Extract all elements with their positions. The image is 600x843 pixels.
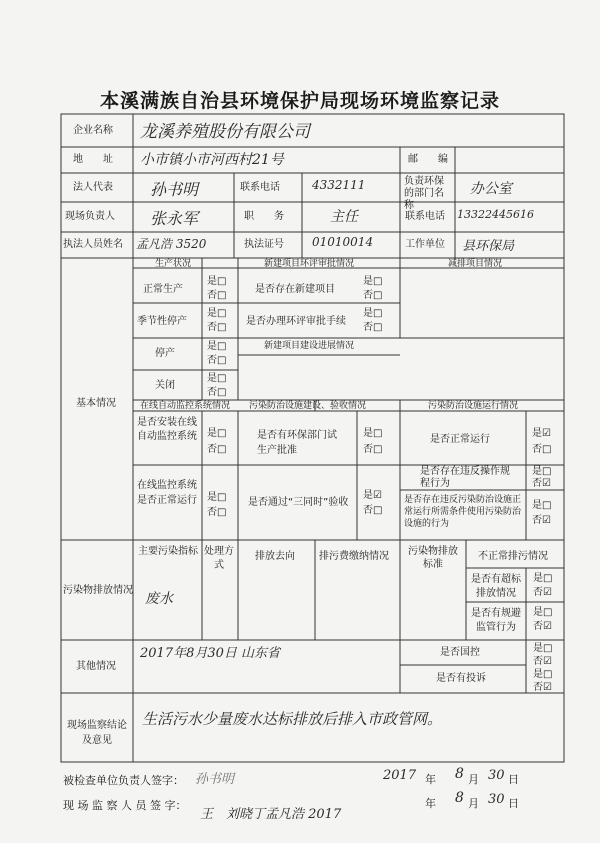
page-title: 本溪满族自治县环境保护局现场环境监察记录 [99,90,500,112]
check-exceed-no[interactable]: 否☑ [533,587,552,598]
value-phone: 4332111 [312,178,366,192]
label-phone: 联系电话 [240,182,280,193]
label-new-project-approval: 新建项目环评审批情况 [264,259,355,269]
check-conditions-yes[interactable]: 是□ [532,500,552,511]
label-online-installed: 是否安装在线自动监控系统 [137,417,197,442]
check-state-yes[interactable]: 是□ [533,643,553,654]
check-normal-no[interactable]: 否□ [207,290,227,301]
label-pollutant-discharge: 污染物排放情况 [63,585,133,596]
check-normal-yes[interactable]: 是□ [207,276,227,287]
check-seasonal-yes[interactable]: 是□ [207,308,227,319]
value-position: 主任 [330,209,358,225]
label-postcode: 邮 编 [408,154,448,165]
label-normal-running: 是否正常运行 [430,434,490,445]
label-other: 其他情况 [76,661,116,672]
sign-month-1: 8 [455,766,464,782]
label-complaints: 是否有投诉 [436,673,486,684]
check-seasonal-no[interactable]: 否□ [207,322,227,333]
label-phone2: 联系电话 [405,211,445,222]
label-violation: 是否存在违反操作规程行为 [420,466,510,489]
label-basic-info: 基本情况 [76,398,116,409]
check-online-installed-yes[interactable]: 是□ [207,428,227,439]
label-violation-conditions: 是否存在违反污染防治设施正常运行所需条件使用污染防治设施的行为 [404,495,522,529]
label-normal-production: 正常生产 [143,284,183,295]
value-phone2: 13322445616 [457,208,534,221]
label-production-status: 生产状况 [155,259,192,269]
check-trial-yes[interactable]: 是□ [363,428,383,439]
check-conditions-no[interactable]: 否☑ [532,515,551,526]
label-state-controlled: 是否国控 [440,647,480,658]
check-online-normal-no[interactable]: 否□ [207,507,227,518]
label-inspector: 执法人员姓名 [63,239,123,250]
label-pollution-facility-build: 污染防治设施建设、验收情况 [249,401,367,411]
label-onsite-person: 现场负责人 [65,211,115,222]
check-trial-no[interactable]: 否□ [363,444,383,455]
check-evade-no[interactable]: 否☑ [533,621,552,632]
value-cert-no: 01010014 [312,235,374,249]
label-treatment-method: 处理方式 [204,546,234,571]
check-state-no[interactable]: 否☑ [533,656,552,667]
sign-day-1: 30 [488,768,505,783]
label-month-2: 月 [468,797,479,810]
check-online-installed-no[interactable]: 否□ [207,444,227,455]
value-conclusion: 生活污水少量废水达标排放后排入市政管网。 [142,710,443,728]
label-stopped: 停产 [155,348,175,359]
label-pollution-facility-run: 污染防治设施运行情况 [428,401,519,411]
check-three-yes[interactable]: 是☑ [363,490,382,501]
value-onsite-person: 张永军 [150,209,199,228]
label-seasonal-stop: 季节性停产 [137,316,187,327]
value-main-indicators: 废水 [145,591,173,607]
label-address: 地 址 [73,154,113,165]
label-sign-inspector: 现 场 监 察 人 员 签 字： [63,799,187,812]
label-closed: 关闭 [155,380,175,391]
check-violation-yes[interactable]: 是□ [532,466,552,477]
check-violation-no[interactable]: 否☑ [532,478,551,489]
sign-month-2: 8 [455,790,464,806]
value-env-dept: 办公室 [470,181,512,197]
check-evade-yes[interactable]: 是□ [533,607,553,618]
sign-year-1: 2017 [383,768,417,783]
check-complaints-yes[interactable]: 是□ [533,669,553,680]
check-stopped-no[interactable]: 否□ [207,355,227,366]
label-evade-supervision: 是否有规避监管行为 [471,608,521,633]
check-running-yes[interactable]: 是☑ [532,428,551,439]
check-running-no[interactable]: 否□ [532,444,552,455]
check-closed-yes[interactable]: 是□ [207,373,227,384]
value-other: 2017年8月30日 山东省 [140,646,281,661]
label-cert-no: 执法证号 [244,239,284,250]
value-company-name: 龙溪养殖股份有限公司 [140,122,310,142]
label-position: 职 务 [244,211,284,222]
label-discharge-standard: 污染物排放标准 [408,546,458,570]
check-closed-no[interactable]: 否□ [207,387,227,398]
label-year-2: 年 [425,797,436,810]
check-complaints-no[interactable]: 否☑ [533,682,552,693]
label-eia-procedure: 是否办理环评审批手续 [246,316,346,327]
label-abnormal-discharge: 不正常排污情况 [478,551,548,562]
label-day-1: 日 [508,773,519,786]
label-online-monitoring: 在线自动监控系统情况 [140,401,231,411]
label-is-new-project: 是否存在新建项目 [255,284,335,295]
check-eia-no[interactable]: 否□ [363,322,383,333]
sign-day-2: 30 [488,792,505,807]
value-inspector: 孟凡浩 3520 [136,237,207,251]
signature-inspector: 王 刘晓丁孟凡浩 2017 [200,807,342,822]
label-fee-payment: 排污费缴纳情况 [319,551,389,562]
check-new-project-no[interactable]: 否□ [363,290,383,301]
label-day-2: 日 [508,797,519,810]
label-year-1: 年 [425,773,436,786]
label-company-name: 企业名称 [73,125,113,136]
label-exceed-standard: 是否有超标排放情况 [471,574,521,599]
label-legal-rep: 法人代表 [73,182,113,193]
label-three-simultaneous: 是否通过“三同时”验收 [248,497,349,508]
check-three-no[interactable]: 否□ [363,505,383,516]
check-online-normal-yes[interactable]: 是□ [207,492,227,503]
label-new-project-progress: 新建项目建设进展情况 [264,341,355,351]
value-work-unit: 县环保局 [462,239,515,254]
value-legal-rep: 孙书明 [150,180,199,199]
value-address: 小市镇小市河西村21号 [140,152,284,168]
check-new-project-yes[interactable]: 是□ [363,276,383,287]
label-online-normal: 在线监控系统是否正常运行 [137,480,197,506]
label-env-dept: 负责环保的部门名称 [404,176,444,211]
label-emission-reduction: 减排项目情况 [448,259,503,269]
label-month-1: 月 [468,773,479,786]
check-exceed-yes[interactable]: 是□ [533,573,553,584]
label-sign-company: 被检查单位负责人签字： [63,774,184,787]
check-stopped-yes[interactable]: 是□ [207,341,227,352]
signature-company: 孙书明 [195,772,235,787]
label-main-indicators: 主要污染指标 [138,546,198,557]
label-discharge-destination: 排放去向 [255,551,295,562]
check-eia-yes[interactable]: 是□ [363,308,383,319]
label-conclusion: 现场监察结论及意见 [67,720,127,746]
label-work-unit: 工作单位 [405,239,445,250]
label-trial-approval: 是否有环保部门试生产批准 [257,430,337,456]
